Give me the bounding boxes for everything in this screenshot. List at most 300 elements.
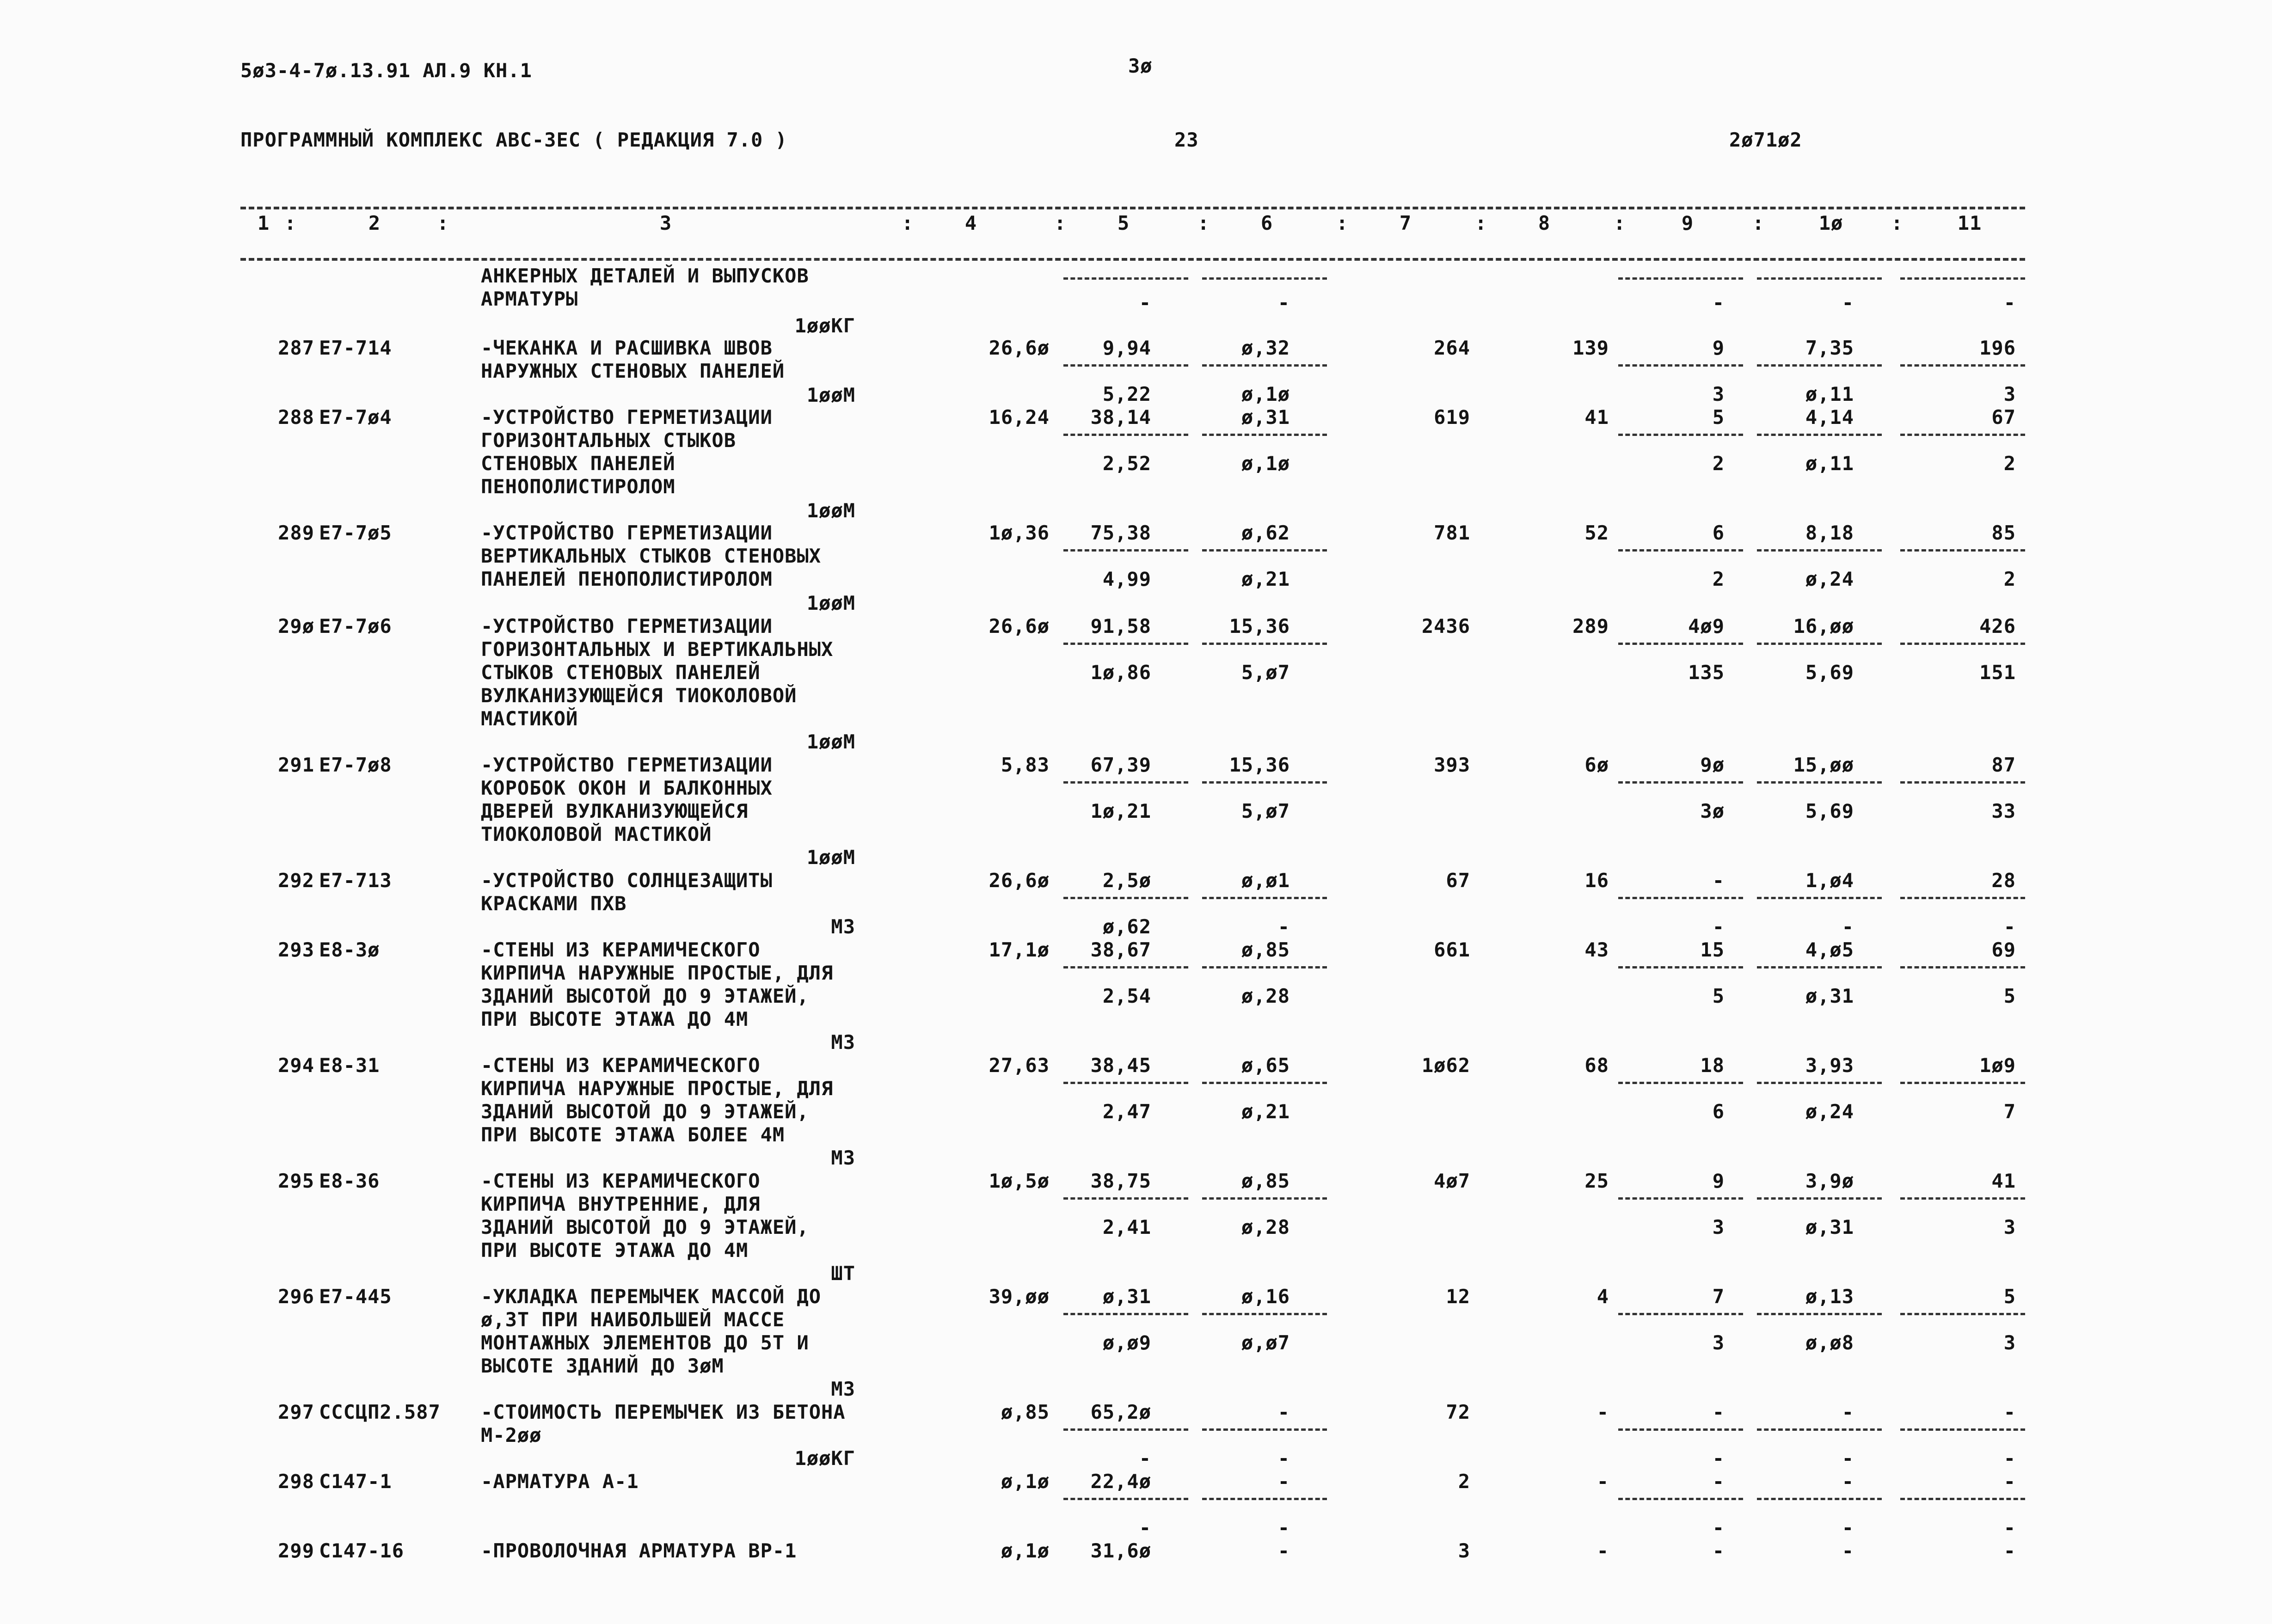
unit-of-measure: 1øøМ [806,499,855,522]
header-separators: : [1054,212,1067,234]
subtotal-rule [1757,643,1882,645]
column-header: 1ø [1818,212,1843,234]
cell-c10: 16,øø [1793,615,1854,637]
cell-c10b: ø,ø8 [1805,1331,1854,1354]
cell-c8: - [1597,1539,1609,1562]
page-number-top: 3ø [1128,55,1153,77]
cell-c10b: ø,31 [1805,1216,1854,1238]
unit-of-measure: 1øøМ [806,846,855,869]
description-line: ЗДАНИЙ ВЫСОТОЙ ДО 9 ЭТАЖЕЙ, [481,1216,809,1238]
cell-c8: 4 [1597,1285,1609,1308]
unit-of-measure: М3 [831,915,855,938]
subtotal-rule [1063,1428,1188,1431]
subtotal-rule [1757,434,1882,436]
unit-of-measure: 1øøМ [806,592,855,614]
subtotal-rule [1757,897,1882,899]
description-line: ТИОКОЛОВОЙ МАСТИКОЙ [481,823,712,846]
subtotal-rule [1618,434,1743,436]
header-separators: : [1336,212,1349,234]
description-line: М-2øø [481,1424,542,1446]
cell-c8: 289 [1572,615,1609,637]
cell-c5b: 1ø,21 [1090,800,1151,822]
work-description [481,869,773,915]
cell-c11: 85 [1991,521,2016,544]
work-description [481,337,785,383]
cell-c5: 31,6ø [1090,1539,1151,1562]
cell-c5: 9,94 [1102,337,1151,359]
unit-of-measure: М3 [831,1378,855,1400]
description-line: -УСТРОЙСТВО СОЛНЦЕЗАЩИТЫ [481,869,773,892]
cell-c7: 2436 [1421,615,1470,637]
cell-c5b: 1ø,86 [1090,661,1151,684]
norm-code: Е8-31 [319,1054,380,1077]
cell-c10b: ø,31 [1805,985,1854,1007]
description-line: ВУЛКАНИЗУЮЩЕЙСЯ ТИОКОЛОВОЙ [481,684,797,707]
description-line: ПАНЕЛЕЙ ПЕНОПОЛИСТИРОЛОМ [481,568,773,590]
cell-c9b: 2 [1712,452,1725,475]
cell-c10: - [1842,1470,1854,1493]
cell-c9b: - [1712,1447,1725,1470]
subtotal-rule [1063,781,1188,784]
work-description [481,938,833,1031]
subtotal-rule [1618,277,1743,280]
subtotal-rule [1900,1428,2025,1431]
cell-c11b: 151 [1979,661,2016,684]
cell-c6b: - [1277,1447,1290,1470]
header-separators: : [437,212,449,234]
subtotal-rule [1900,1082,2025,1084]
cell-c4: 26,6ø [989,615,1050,637]
cell-c7: 67 [1446,869,1470,892]
cell-c10b: ø,11 [1805,383,1854,405]
unit-of-measure: 1øøКГ [794,314,855,337]
cell-c4: 39,øø [989,1285,1050,1308]
intro-c5b: - [1139,291,1151,314]
cell-c11: 67 [1991,406,2016,429]
cell-c11b: 2 [2003,568,2016,590]
cell-c6: ø,31 [1241,406,1290,429]
cell-c6b: ø,ø7 [1241,1331,1290,1354]
cell-c10: 7,35 [1805,337,1854,359]
cell-c6b: 5,ø7 [1241,661,1290,684]
cell-c11: 196 [1979,337,2016,359]
cell-c8: - [1597,1470,1609,1493]
subtotal-rule [1757,549,1882,552]
cell-c9b: 3 [1712,1216,1725,1238]
cell-c9b: 3ø [1700,800,1725,822]
cell-c10b: - [1842,915,1854,938]
cell-c4: 5,83 [1001,754,1050,776]
cell-c7: 2 [1458,1470,1470,1493]
unit-of-measure: 1øøКГ [794,1447,855,1470]
cell-c8: - [1597,1401,1609,1423]
header-separators: : [284,212,297,234]
cell-c9: 18 [1700,1054,1725,1077]
cell-c5: 22,4ø [1090,1470,1151,1493]
row-number: 289 [278,521,314,544]
subtotal-rule [1202,1082,1327,1084]
subtotal-rule [1618,1082,1743,1084]
cell-c9: - [1712,1470,1725,1493]
cell-c11: - [2003,1539,2016,1562]
subtotal-rule [1900,897,2025,899]
cell-c7: 619 [1434,406,1470,429]
cell-c10: 3,93 [1805,1054,1854,1077]
subtotal-rule [1757,1428,1882,1431]
description-line: КИРПИЧА НАРУЖНЫЕ ПРОСТЫЕ, ДЛЯ [481,1077,834,1100]
norm-code: Е7-714 [319,337,392,359]
subtotal-rule [1900,1313,2025,1315]
cell-c10b: - [1842,1516,1854,1539]
cell-c10: - [1842,1539,1854,1562]
subtotal-rule [1618,1498,1743,1500]
cell-c9b: 5 [1712,985,1725,1007]
subtotal-rule [1202,549,1327,552]
description-line: ø,3Т ПРИ НАИБОЛЬШЕЙ МАССЕ [481,1308,785,1331]
cell-c5: ø,31 [1102,1285,1151,1308]
subtotal-rule [1202,364,1327,367]
row-number: 295 [278,1170,314,1192]
subtotal-rule [1202,1197,1327,1200]
cell-c6: - [1277,1539,1290,1562]
cell-c9: 15 [1700,938,1725,961]
description-line: СТЕНОВЫХ ПАНЕЛЕЙ [481,452,675,475]
unit-of-measure: 1øøМ [806,384,855,406]
cell-c5: 38,45 [1090,1054,1151,1077]
cell-c6b: - [1277,915,1290,938]
cell-c6: ø,ø1 [1241,869,1290,892]
cell-c9: - [1712,869,1725,892]
work-description [481,1170,809,1262]
document-number: 2ø71ø2 [1729,129,1802,151]
cell-c10: 8,18 [1805,521,1854,544]
cell-c8: 16 [1584,869,1609,892]
work-description [481,521,821,591]
cell-c11: - [2003,1401,2016,1423]
cell-c10b: 5,69 [1805,800,1854,822]
cell-c4: 16,24 [989,406,1050,429]
subtotal-rule [1063,643,1188,645]
header-separators: : [1891,212,1904,234]
row-number: 293 [278,938,314,961]
description-line: -СТЕНЫ ИЗ КЕРАМИЧЕСКОГО [481,938,761,961]
cell-c9: 9 [1712,1170,1725,1192]
subtotal-rule [1202,1498,1327,1500]
cell-c11b: 3 [2003,383,2016,405]
cell-c8: 43 [1584,938,1609,961]
work-description [481,615,833,730]
subtotal-rule [1618,966,1743,968]
subtotal-rule [1618,1197,1743,1200]
description-line: -ПРОВОЛОЧНАЯ АРМАТУРА ВР-1 [481,1539,797,1562]
cell-c11: 41 [1991,1170,2016,1192]
cell-c11: 1ø9 [1979,1054,2016,1077]
cell-c6b: ø,28 [1241,985,1290,1007]
cell-c11b: 5 [2003,985,2016,1007]
subtotal-rule [1900,434,2025,436]
unit-of-measure: ШТ [831,1262,855,1285]
intro-c9b: - [1712,291,1725,314]
cell-c11b: - [2003,1516,2016,1539]
cell-c6: ø,85 [1241,1170,1290,1192]
subtotal-rule [1757,277,1882,280]
cell-c10b: - [1842,1447,1854,1470]
cell-c10b: ø,24 [1805,568,1854,590]
cell-c6b: ø,1ø [1241,383,1290,405]
column-header: 2 [368,212,381,234]
subtotal-rule [1063,1498,1188,1500]
norm-code: СССЦП2.587 [319,1401,441,1423]
header-separators: : [1197,212,1210,234]
subtotal-rule [1063,277,1188,280]
cell-c5b: 2,47 [1102,1100,1151,1123]
cell-c11b: 3 [2003,1331,2016,1354]
description-line: СТЫКОВ СТЕНОВЫХ ПАНЕЛЕЙ [481,661,761,684]
subtotal-rule [1900,277,2025,280]
cell-c4: ø,85 [1001,1401,1050,1423]
description-line: -СТОИМОСТЬ ПЕРЕМЫЧЕК ИЗ БЕТОНА [481,1401,846,1423]
description-line: МОНТАЖНЫХ ЭЛЕМЕНТОВ ДО 5Т И [481,1331,809,1354]
column-header: 7 [1399,212,1412,234]
column-header: 11 [1957,212,1982,234]
cell-c8: 139 [1572,337,1609,359]
subtotal-rule [1900,1498,2025,1500]
cell-c4: 26,6ø [989,337,1050,359]
description-line: -АРМАТУРА А-1 [481,1470,639,1493]
description-line: -УКЛАДКА ПЕРЕМЫЧЕК МАССОЙ ДО [481,1285,822,1308]
cell-c6: ø,16 [1241,1285,1290,1308]
subtotal-rule [1063,1197,1188,1200]
cell-c5: 91,58 [1090,615,1151,637]
subtotal-rule [1202,781,1327,784]
subtotal-rule [1063,434,1188,436]
cell-c6: 15,36 [1229,754,1290,776]
subtotal-rule [1757,966,1882,968]
cell-c11b: 33 [1991,800,2016,822]
unit-of-measure: М3 [831,1031,855,1054]
cell-c10: 3,9ø [1805,1170,1854,1192]
description-line: ДВЕРЕЙ ВУЛКАНИЗУЮЩЕЙСЯ [481,800,749,822]
header-separators: : [1614,212,1626,234]
cell-c8: 25 [1584,1170,1609,1192]
cell-c6: - [1277,1401,1290,1423]
cell-c9b: - [1712,915,1725,938]
cell-c9: 7 [1712,1285,1725,1308]
cell-c11b: - [2003,915,2016,938]
subtotal-rule [1202,277,1327,280]
description-line: -УСТРОЙСТВО ГЕРМЕТИЗАЦИИ [481,754,773,776]
subtotal-rule [1202,897,1327,899]
cell-c5: 2,5ø [1102,869,1151,892]
subtotal-rule [1618,549,1743,552]
header-bottom-rule [240,258,2025,261]
cell-c10: 4,14 [1805,406,1854,429]
cell-c6b: - [1277,1516,1290,1539]
column-header: 5 [1117,212,1130,234]
subtotal-rule [1063,1082,1188,1084]
description-line: ВЕРТИКАЛЬНЫХ СТЫКОВ СТЕНОВЫХ [481,545,822,567]
cell-c10: 15,øø [1793,754,1854,776]
description-line: -СТЕНЫ ИЗ КЕРАМИЧЕСКОГО [481,1170,761,1192]
norm-code: Е7-7ø6 [319,615,392,637]
cell-c8: 52 [1584,521,1609,544]
cell-c7: 264 [1434,337,1470,359]
cell-c7: 12 [1446,1285,1470,1308]
cell-c8: 41 [1584,406,1609,429]
work-description [481,754,773,846]
cell-c11b: 7 [2003,1100,2016,1123]
subtotal-rule [1618,1313,1743,1315]
cell-c7: 393 [1434,754,1470,776]
cell-c4: ø,1ø [1001,1470,1050,1493]
column-header: 9 [1681,212,1694,234]
subtotal-rule [1618,781,1743,784]
cell-c4: 26,6ø [989,869,1050,892]
cell-c5b: 4,99 [1102,568,1151,590]
cell-c5: 38,75 [1090,1170,1151,1192]
page-number: 23 [1174,129,1199,151]
column-header: 3 [659,212,672,234]
intro-line: АРМАТУРЫ [481,288,578,310]
subtotal-rule [1900,781,2025,784]
cell-c9b: 6 [1712,1100,1725,1123]
cell-c11b: - [2003,1447,2016,1470]
subtotal-rule [1063,549,1188,552]
cell-c6: ø,85 [1241,938,1290,961]
row-number: 296 [278,1285,314,1308]
description-line: КИРПИЧА НАРУЖНЫЕ ПРОСТЫЕ, ДЛЯ [481,962,834,984]
cell-c5b: 5,22 [1102,383,1151,405]
column-header: 6 [1260,212,1273,234]
subtotal-rule [1063,897,1188,899]
cell-c10: - [1842,1401,1854,1423]
cell-c9: - [1712,1539,1725,1562]
cell-c6b: ø,28 [1241,1216,1290,1238]
cell-c9: - [1712,1401,1725,1423]
cell-c10: 1,ø4 [1805,869,1854,892]
intro-c10b: - [1842,291,1854,314]
column-header: 4 [964,212,977,234]
norm-code: С147-16 [319,1539,405,1562]
cell-c9b: 2 [1712,568,1725,590]
cell-c9: 5 [1712,406,1725,429]
row-number: 298 [278,1470,314,1493]
cell-c10: ø,13 [1805,1285,1854,1308]
cell-c9b: 3 [1712,1331,1725,1354]
subtotal-rule [1900,966,2025,968]
row-number: 288 [278,406,314,429]
cell-c11b: 2 [2003,452,2016,475]
cell-c9: 6 [1712,521,1725,544]
norm-code: С147-1 [319,1470,392,1493]
subtotal-rule [1757,364,1882,367]
unit-of-measure: 1øøМ [806,730,855,753]
header-separators: : [1752,212,1765,234]
cell-c9b: 135 [1688,661,1725,684]
subtotal-rule [1757,1197,1882,1200]
description-line: ПРИ ВЫСОТЕ ЭТАЖА БОЛЕЕ 4М [481,1123,785,1146]
cell-c10: 4,ø5 [1805,938,1854,961]
work-description [481,1285,821,1378]
cell-c7: 661 [1434,938,1470,961]
subtotal-rule [1202,966,1327,968]
cell-c4: ø,1ø [1001,1539,1050,1562]
work-description [481,1054,833,1146]
norm-code: Е7-713 [319,869,392,892]
cell-c11: 69 [1991,938,2016,961]
work-description [481,406,773,498]
subtotal-rule [1900,1197,2025,1200]
description-line: ГОРИЗОНТАЛЬНЫХ И ВЕРТИКАЛЬНЫХ [481,638,834,661]
row-number: 297 [278,1401,314,1423]
description-line: ПЕНОПОЛИСТИРОЛОМ [481,475,675,498]
cell-c11: 426 [1979,615,2016,637]
description-line: МАСТИКОЙ [481,707,578,730]
cell-c6b: ø,21 [1241,1100,1290,1123]
cell-c7: 1ø62 [1421,1054,1470,1077]
program-title: ПРОГРАММНЫЙ КОМПЛЕКС АВС-3ЕС ( РЕДАКЦИЯ 7.0 ) [240,129,787,151]
intro-line: АНКЕРНЫХ ДЕТАЛЕЙ И ВЫПУСКОВ [481,264,809,287]
intro-c6b: - [1277,291,1290,314]
cell-c5b: 2,52 [1102,452,1151,475]
cell-c9b: 3 [1712,383,1725,405]
cell-c5b: - [1139,1447,1151,1470]
subtotal-rule [1202,434,1327,436]
description-line: ПРИ ВЫСОТЕ ЭТАЖА ДО 4М [481,1008,749,1030]
description-line: ВЫСОТЕ ЗДАНИЙ ДО 3øМ [481,1354,724,1377]
intro-c11b: - [2003,291,2016,314]
cell-c6: 15,36 [1229,615,1290,637]
column-header: 8 [1538,212,1551,234]
description-line: ЗДАНИЙ ВЫСОТОЙ ДО 9 ЭТАЖЕЙ, [481,1100,809,1123]
cell-c9b: - [1712,1516,1725,1539]
cell-c10b: ø,24 [1805,1100,1854,1123]
cell-c9: 9 [1712,337,1725,359]
subtotal-rule [1202,643,1327,645]
cell-c7: 781 [1434,521,1470,544]
row-number: 291 [278,754,314,776]
description-line: -УСТРОЙСТВО ГЕРМЕТИЗАЦИИ [481,615,773,637]
cell-c5: 38,67 [1090,938,1151,961]
cell-c5: 67,39 [1090,754,1151,776]
cell-c5b: ø,62 [1102,915,1151,938]
cell-c4: 1ø,5ø [989,1170,1050,1192]
subtotal-rule [1202,1313,1327,1315]
subtotal-rule [1618,1428,1743,1431]
norm-code: Е8-3ø [319,938,380,961]
cell-c4: 1ø,36 [989,521,1050,544]
subtotal-rule [1757,1498,1882,1500]
cell-c7: 3 [1458,1539,1470,1562]
header-separators: : [902,212,914,234]
cell-c10b: ø,11 [1805,452,1854,475]
description-line: КИРПИЧА ВНУТРЕННИЕ, ДЛЯ [481,1193,761,1215]
subtotal-rule [1063,966,1188,968]
cell-c4: 27,63 [989,1054,1050,1077]
norm-code: Е7-7ø8 [319,754,392,776]
cell-c5b: 2,54 [1102,985,1151,1007]
cell-c6: ø,62 [1241,521,1290,544]
subtotal-rule [1757,781,1882,784]
subtotal-rule [1757,1313,1882,1315]
cell-c11b: 3 [2003,1216,2016,1238]
description-line: ЗДАНИЙ ВЫСОТОЙ ДО 9 ЭТАЖЕЙ, [481,985,809,1007]
subtotal-rule [1618,643,1743,645]
norm-code: Е8-36 [319,1170,380,1192]
column-header: 1 [257,212,270,234]
norm-code: Е7-7ø4 [319,406,392,429]
cell-c6: - [1277,1470,1290,1493]
